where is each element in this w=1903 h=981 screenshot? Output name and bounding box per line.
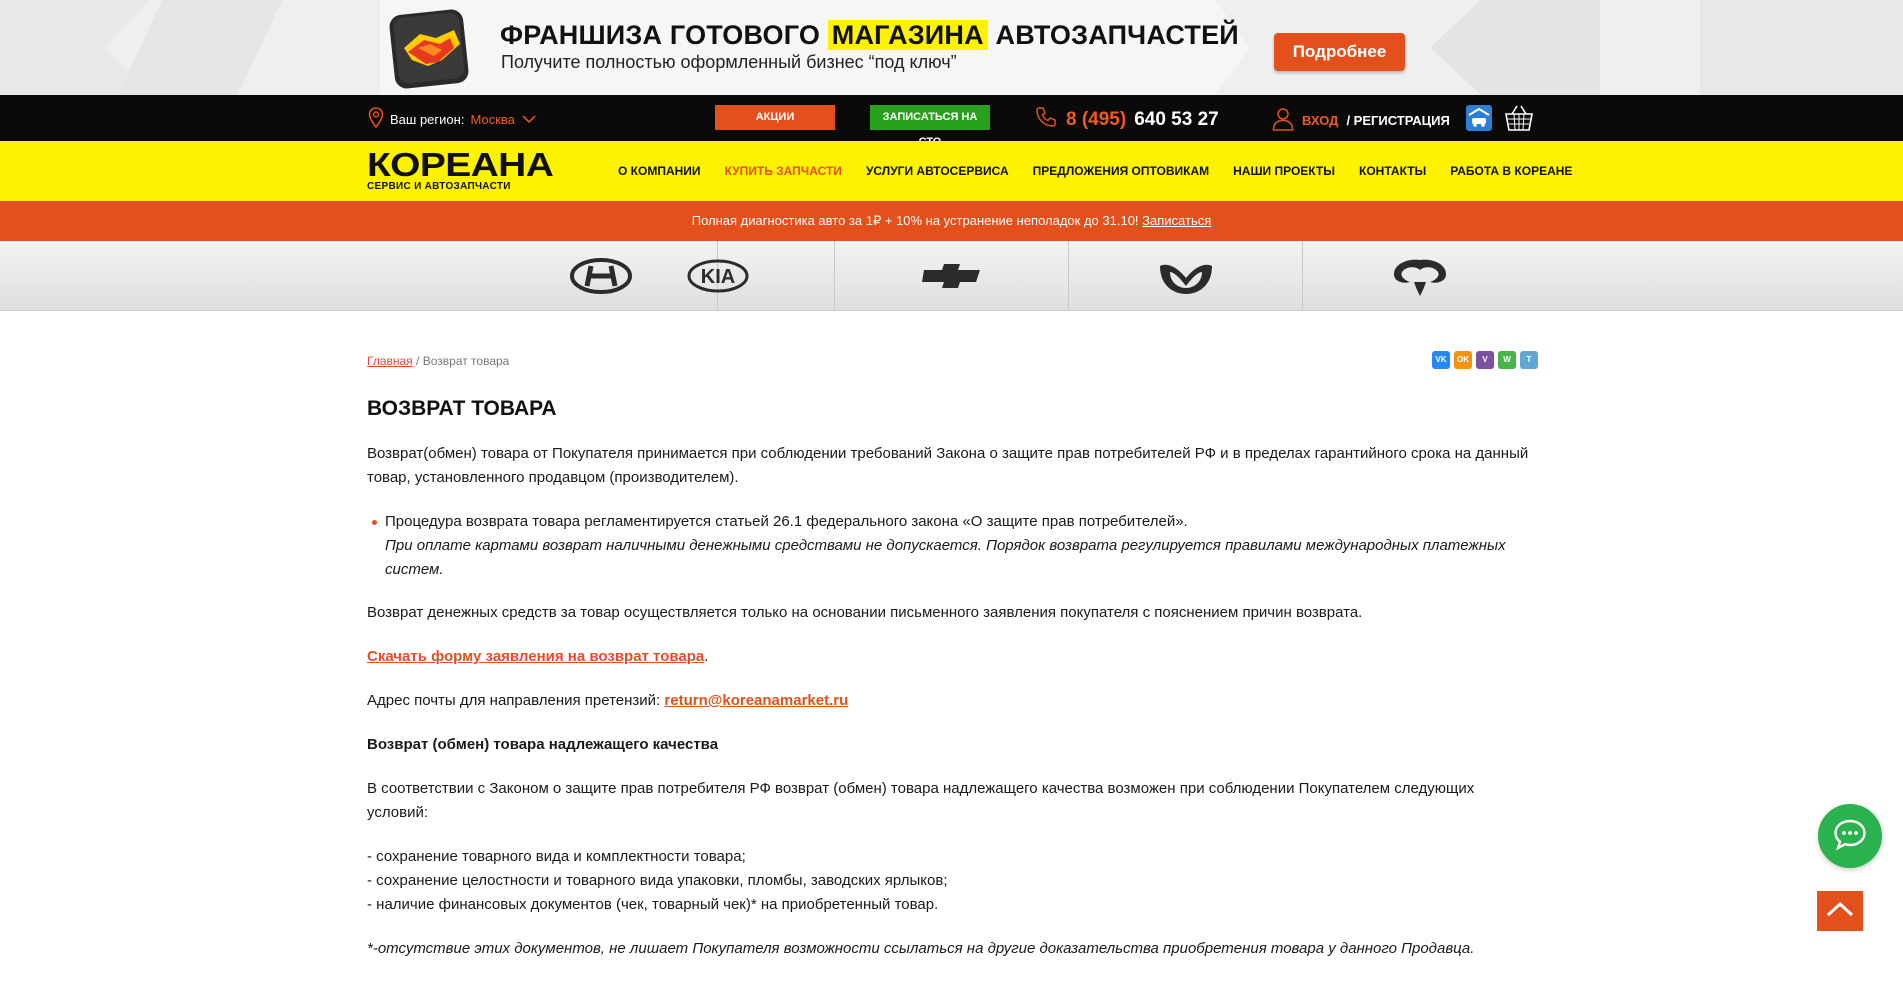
garage-icon[interactable] [1465, 104, 1493, 132]
promo-title-highlight: МАГАЗИНА [828, 20, 988, 50]
condition-item: - сохранение товарного вида и комплектности товара; [367, 848, 746, 865]
register-link[interactable]: / РЕГИСТРАЦИЯ [1346, 113, 1450, 128]
promo-info-bar [0, 201, 1903, 241]
whatsapp-share-icon[interactable]: W [1498, 351, 1516, 369]
daewoo-logo-icon[interactable] [1069, 241, 1303, 311]
kia-logo-icon[interactable] [601, 241, 835, 311]
handshake-icon [384, 8, 476, 88]
conditions-list [367, 845, 1537, 917]
email-label: Адрес почты для направления претензий: [367, 692, 661, 709]
phone-code: 8 (495) [1066, 109, 1127, 130]
download-suffix: . [704, 648, 709, 665]
procedure-text: Процедура возврата товара регламентируется статьей 26.1 федерального закона «О защите прав потребителей». [385, 513, 1188, 530]
login-link[interactable]: ВХОД [1302, 113, 1339, 128]
section-title: Возврат (обмен) товара надлежащего качества [367, 736, 719, 753]
logo-wordmark: КОРЕАНА [367, 146, 554, 183]
phone-icon [1034, 105, 1058, 135]
cart-icon[interactable] [1504, 104, 1534, 132]
ssangyong-logo-icon[interactable] [1303, 241, 1537, 311]
article-body [367, 442, 1537, 981]
breadcrumb-home-link[interactable]: Главная [367, 354, 413, 368]
banner-decoration [118, 0, 282, 95]
info-bar-signup-link[interactable]: Записаться [1142, 213, 1212, 228]
share-buttons [1432, 351, 1538, 369]
intro-paragraph: Возврат(обмен) товара от Покупателя принимается при соблюдении требований Закона о защите прав потребителей РФ и в пределах гарантийного срока на данный товар, установленного продавцом (производителем). [367, 445, 1529, 486]
top-bar [0, 95, 1903, 141]
location-pin-icon [368, 107, 384, 132]
actions-button[interactable]: АКЦИИ [715, 105, 835, 130]
breadcrumb-current: Возврат товара [422, 354, 510, 368]
promo-more-button[interactable]: Подробнее [1274, 33, 1405, 71]
ok-share-icon[interactable]: OK [1454, 351, 1472, 369]
page-title: ВОЗВРАТ ТОВАРА [367, 397, 557, 420]
nav-item-services[interactable]: УСЛУГИ АВТОСЕРВИСА [865, 164, 1009, 178]
chat-bubble-icon [1833, 818, 1867, 854]
promo-subtitle: Получите полностью оформленный бизнес “под ключ” [501, 52, 957, 72]
site-logo[interactable] [367, 146, 577, 192]
list-item [367, 510, 1537, 582]
banner-decoration [1700, 0, 1903, 95]
section-intro: В соответствии с Законом о защите прав потребителя РФ возврат (обмен) товара надлежащего качества возможен при соблюдении Покупателем следующих условий: [367, 780, 1475, 821]
download-form-link[interactable]: Скачать форму заявления на возврат товара [367, 648, 705, 665]
promo-title: ФРАНШИЗА ГОТОВОГО МАГАЗИНА АВТОЗАПЧАСТЕЙ [500, 20, 1239, 50]
main-nav [0, 141, 1903, 201]
footnote [367, 937, 1537, 961]
card-payment-note: При оплате картами возврат наличными денежными средствами не допускается. Порядок возврата регулируется правилами международных платежных систем. [385, 537, 1506, 578]
brand-bar [0, 241, 1903, 311]
email-paragraph [367, 689, 1537, 713]
breadcrumb-separator: / [416, 354, 420, 368]
franchise-promo-banner[interactable] [0, 0, 1903, 95]
chevrolet-logo-icon[interactable] [835, 241, 1069, 311]
nav-item-about[interactable]: О КОМПАНИИ [618, 164, 701, 178]
vk-share-icon[interactable]: VK [1432, 351, 1450, 369]
nav-item-buy-parts[interactable]: КУПИТЬ ЗАПЧАСТИ [724, 164, 842, 178]
nav-menu [618, 141, 1596, 201]
telegram-share-icon[interactable]: T [1520, 351, 1538, 369]
refund-paragraph: Возврат денежных средств за товар осуществляется только на основании письменного заявления покупателя с пояснением причин возврата. [367, 604, 1363, 621]
logo-tagline: СЕРВИС И АВТОЗАПЧАСТИ [367, 181, 511, 192]
info-bar-text: Полная диагностика авто за 1₽ + 10% на устранение неполадок до 31.10! [691, 213, 1139, 228]
region-city[interactable]: Москва [470, 112, 515, 127]
banner-decoration [1430, 0, 1600, 95]
claims-email-link[interactable]: return@koreanamarket.ru [664, 692, 849, 709]
svg-text:KIA: KIA [700, 266, 735, 288]
auth-links [1272, 107, 1450, 134]
breadcrumb [367, 354, 509, 368]
phone-number[interactable] [1034, 105, 1219, 135]
condition-item: - наличие финансовых документов (чек, товарный чек)* на приобретенный товар. [367, 896, 939, 913]
user-icon [1272, 107, 1294, 134]
chevron-up-icon [1825, 900, 1855, 922]
nav-item-careers[interactable]: РАБОТА В КОРЕАНЕ [1450, 164, 1573, 178]
chevron-down-icon[interactable] [521, 112, 537, 127]
footnote-text: *-отсутствие этих документов, не лишает Покупателя возможности ссылаться на другие доказательства приобретения товара у данного Продавца. [367, 940, 1475, 957]
scroll-top-button[interactable] [1817, 891, 1863, 931]
book-service-button[interactable]: ЗАПИСАТЬСЯ НА [870, 105, 990, 130]
chat-button[interactable] [1818, 804, 1882, 868]
region-label: Ваш регион: [390, 112, 465, 127]
procedure-list [367, 510, 1537, 582]
nav-item-projects[interactable]: НАШИ ПРОЕКТЫ [1233, 164, 1335, 178]
condition-item: - сохранение целостности и товарного вида упаковки, пломбы, заводских ярлыков; [367, 872, 948, 889]
download-paragraph [367, 645, 1537, 669]
viber-share-icon[interactable]: V [1476, 351, 1494, 369]
region-selector[interactable] [368, 107, 537, 132]
nav-item-wholesale[interactable]: ПРЕДЛОЖЕНИЯ ОПТОВИКАМ [1032, 164, 1210, 178]
phone-main: 640 53 27 [1134, 109, 1219, 130]
nav-item-contacts[interactable]: КОНТАКТЫ [1359, 164, 1427, 178]
